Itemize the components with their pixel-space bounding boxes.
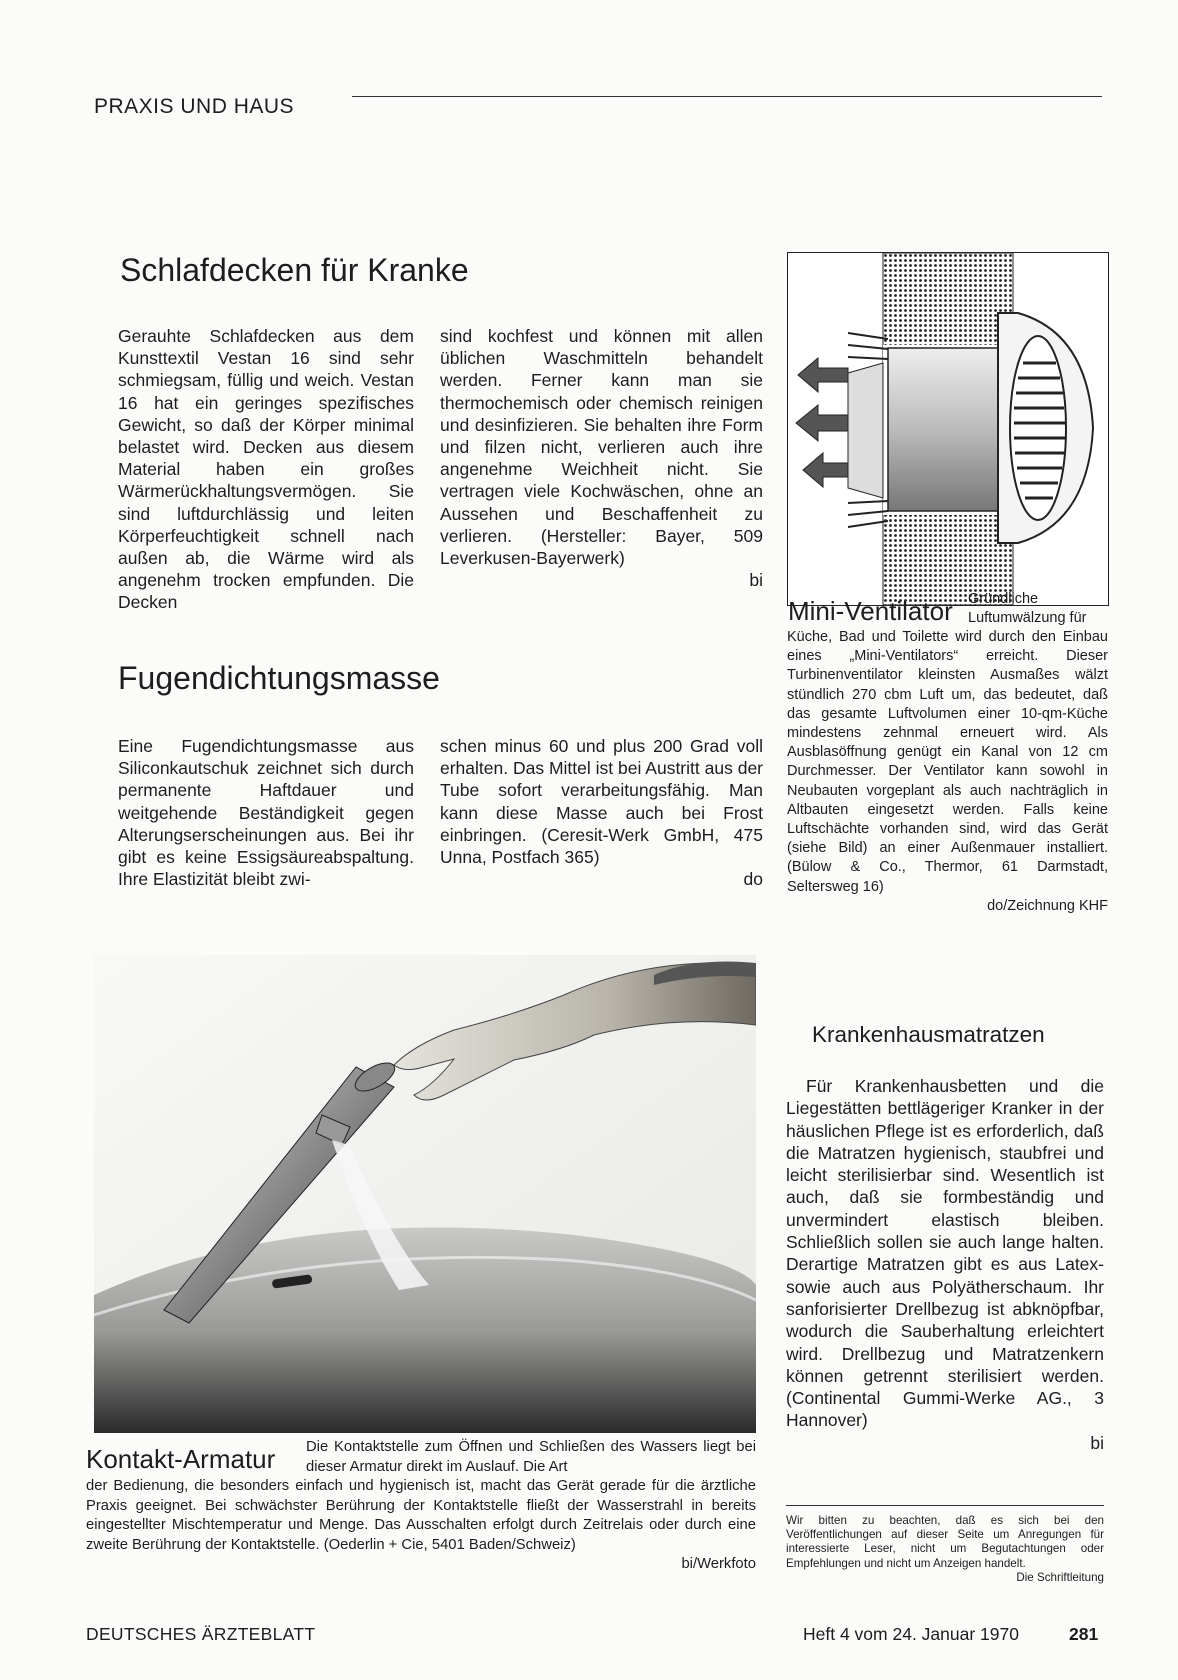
kontakt-signature: bi/Werkfoto [681,1556,756,1572]
ventilator-lead: Gründliche Luftumwälzung für [968,591,1087,626]
fugen-title: Fugendichtungsmasse [118,660,440,696]
kontakt-lead: Die Kontaktstelle zum Öffnen und Schließen des Wassers liegt bei dieser Armatur direkt im Auslauf. Die Art [306,1439,756,1475]
schlafdecken-col2 [440,325,763,591]
fugen-col2 [440,735,763,890]
ventilator-illustration [788,253,1108,605]
editorial-note [786,1514,1104,1585]
matratzen-title: Krankenhausmatratzen [812,1022,1045,1047]
schlafdecken-col1 [118,325,414,614]
issue-info: Heft 4 vom 24. Januar 1970 [803,1624,1019,1644]
fugen-col2-text: schen minus 60 und plus 200 Grad voll erhalten. Das Mittel ist bei Austritt aus der Tube sofort verarbeitungsfähig. Man kann diese Masse auch bei Frost einbringen. (Ceresit-Werk GmbH, 475 Unna, Postfach 365) [440,736,763,868]
schlafdecken-col1-text: Gerauhte Schlafdecken aus dem Kunsttextil Vestan 16 sind sehr schmiegsam, füllig und weich. Vestan 16 hat ein geringes spezifisches Gewicht, so daß der Körper minimal belastet wird. Decken aus diesem Material haben ein großes Wärmerückhaltungsvermögen. Sie sind luftdurchlässig und leiten Körperfeuchtigkeit schnell nach außen ab, die Wärme wird als angenehm trocken empfunden. Die Decken [118,326,414,613]
matratzen-signature: bi [1090,1432,1104,1453]
schlafdecken-col2-text: sind kochfest und können mit allen üblichen Waschmitteln behandelt werden. Ferner kann man sie thermochemisch oder chemisch reinigen und desinfizieren. Sie behalten ihre Form und filzen nicht, verlieren auch ihre angenehme Weichheit nicht. Sie vertragen viele Kochwäschen, ohne an Aussehen und Beschaffenheit zu verlieren. (Hersteller: Bayer, 509 Leverkusen-Bayerwerk) [440,326,763,569]
note-rule [786,1505,1104,1506]
ventilator-title: Mini-Ventilator [788,596,953,626]
matratzen-text: Für Krankenhausbetten und die Liegestätten bettlägeriger Kranker in der häuslichen Pflege ist es erforderlich, daß die Matratzen hygienisch, staubfrei und leicht sterilisierbar sind. Wesentlich ist auch, daß sie formbeständig und unvermindert elastisch bleiben. Schließlich sollen sie auch lange halten. Derartige Matratzen gibt es aus Latex- sowie auch aus Polyätherschaum. Ihr sanforisierter Drellbezug ist abknöpfbar, wodurch die Sauberhaltung erleichtert wird. Drellbezug und Matratzenkern können getrennt sterilisiert werden. (Continental Gummi-Werke AG., 3 Hannover) [786,1076,1104,1431]
note-signature: Die Schriftleitung [1016,1570,1104,1584]
faucet-image [94,955,756,1433]
note-text: Wir bitten zu beachten, daß es sich bei den Veröffentlichungen auf dieser Seite um Anregungen für interessierte Leser, nicht um Begutachtungen oder Empfehlungen und nicht um Anzeigen handelt. [786,1514,1104,1570]
section-label: PRAXIS UND HAUS [94,95,295,118]
schlafdecken-title: Schlafdecken für Kranke [120,252,469,288]
kontakt-body [86,1477,756,1575]
header-rule [352,96,1102,97]
journal-name: DEUTSCHES ÄRZTEBLATT [86,1624,316,1644]
fugen-col1-text: Eine Fugendichtungsmasse aus Siliconkautschuk zeichnet sich durch permanente Haftdauer und weitgehende Beständigkeit gegen Alterungserscheinungen aus. Bei ihr gibt es keine Essigsäureabspaltung. Ihre Elastizität bleibt zwi- [118,736,414,890]
faucet-photo [94,955,756,1433]
matratzen-body [786,1075,1104,1454]
ventilator-signature: do/Zeichnung KHF [987,897,1108,914]
ventilator-text: Küche, Bad und Toilette wird durch den Einbau eines „Mini-Ventilators“ erreicht. Dieser Turbinenventilator kleinsten Ausmaßes wälzt stündlich 270 cbm Luft um, das bedeutet, daß das gesamte Luftvolumen einer 10-qm-Küche mindestens zehnmal erneuert wird. Als Ausblasöffnung genügt ein Kanal von 12 cm Durchmesser. Der Ventilator kann sowohl in Neubauten vorgeplant als auch nachträglich in Altbauten eingesetzt werden. Falls keine Luftschächte vorhanden sind, wird das Gerät (siehe Bild) an einer Außenmauer installiert. (Bülow & Co., Thermor, 61 Darmstadt, Seltersweg 16) [787,629,1108,895]
fugen-col1 [118,735,414,890]
ventilator-body [787,628,1108,916]
schlafdecken-signature: bi [749,570,763,591]
ventilator-drawing [787,252,1109,606]
fugen-signature: do [743,869,763,890]
page-number: 281 [1069,1624,1099,1644]
kontakt-text: der Bedienung, die besonders einfach und hygienisch ist, macht das Gerät gerade für die ärztliche Praxis geeignet. Bei schwächster Berührung der Kontaktstelle fließt der Wasserstrahl in bereits eingestellter Mischtemperatur und Menge. Das Ausschalten erfolgt durch Zeitrelais oder durch eine zweite Berührung der Kontaktstelle. (Oederlin + Cie, 5401 Baden/Schweiz) [86,1478,756,1553]
kontakt-title: Kontakt-Armatur [86,1444,276,1474]
